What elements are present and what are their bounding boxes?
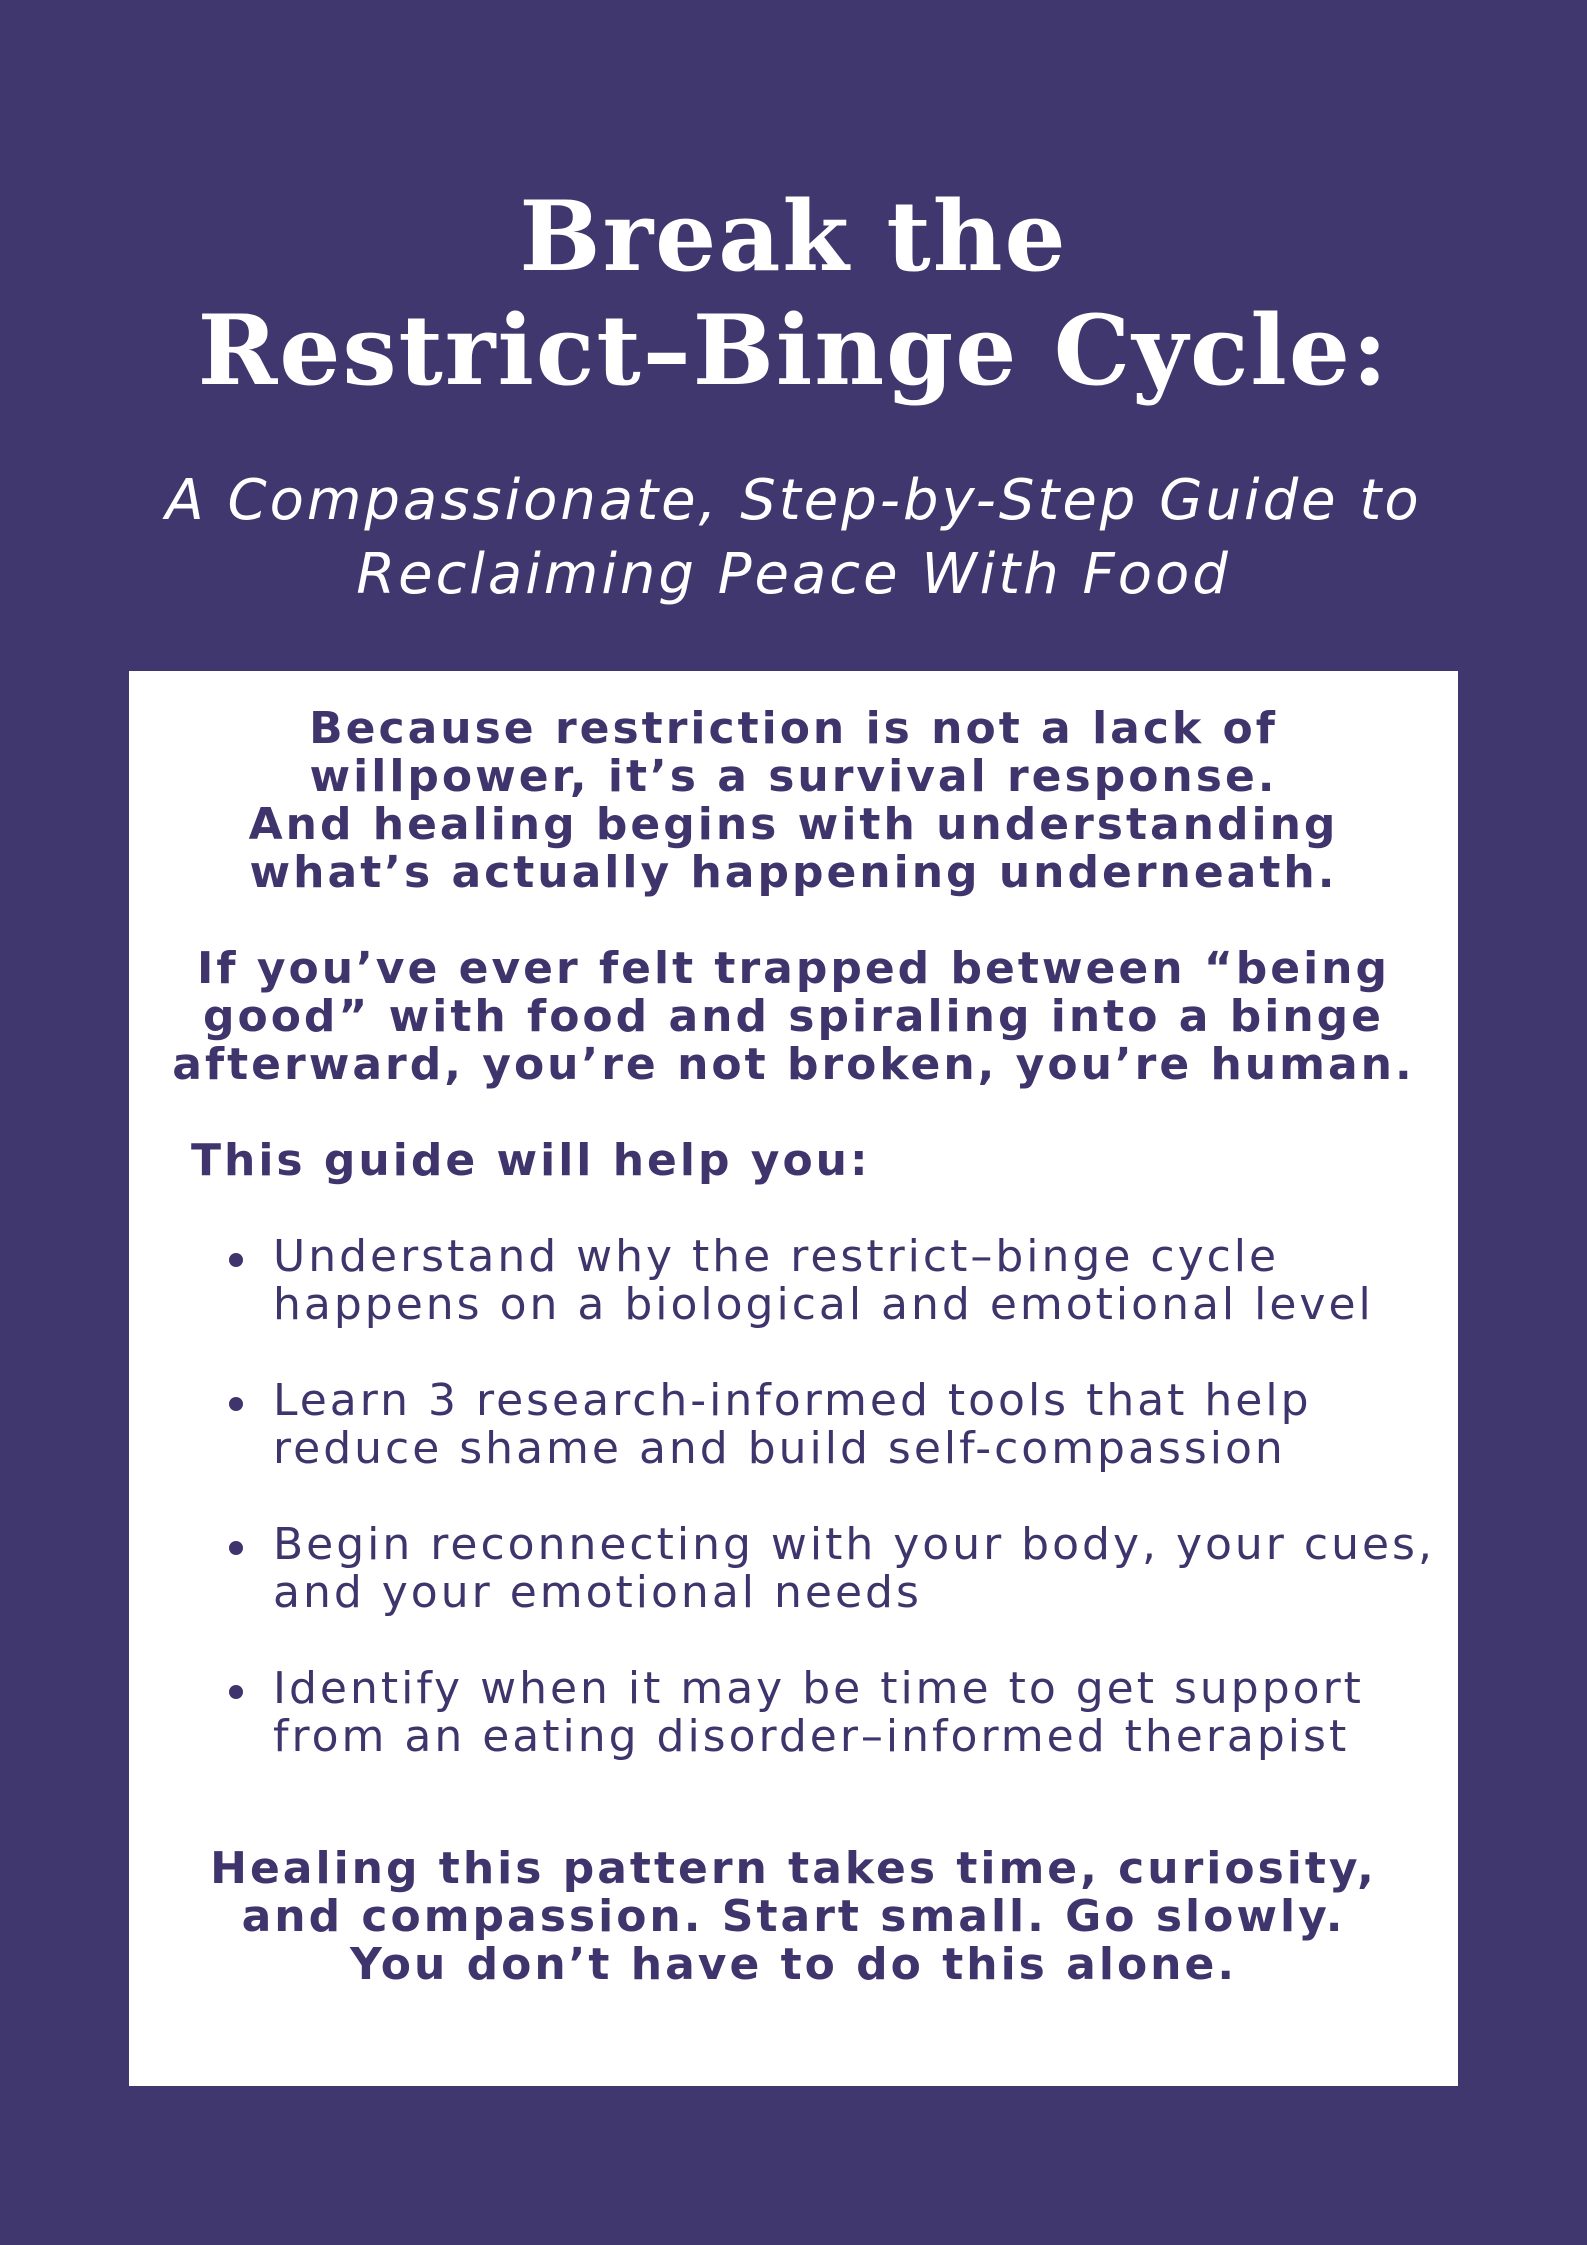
intro-paragraph xyxy=(129,705,1458,897)
page-title xyxy=(0,180,1587,408)
content-card xyxy=(129,671,1458,2086)
bullet-icon xyxy=(229,1685,243,1699)
closing-line-3: You don’t have to do this alone. xyxy=(349,1939,1238,1990)
closing-paragraph xyxy=(129,1845,1458,1989)
title-line-1: Break the xyxy=(519,180,1068,293)
empathy-line-1: If you’ve ever felt trapped between “being xyxy=(197,943,1390,994)
list-item xyxy=(229,1665,1439,1761)
closing-line-2: and compassion. Start small. Go slowly. xyxy=(241,1891,1346,1942)
page-subtitle xyxy=(0,464,1587,612)
list-item-text: Begin reconnecting with your body, your cues, and your emotional needs xyxy=(273,1519,1435,1618)
list-item xyxy=(229,1377,1439,1473)
subtitle-line-1: A Compassionate, Step-by-Step Guide to xyxy=(165,468,1422,533)
intro-line-4: what’s actually happening underneath. xyxy=(249,847,1338,898)
bullet-icon xyxy=(229,1541,243,1555)
intro-line-3: And healing begins with understanding xyxy=(248,799,1339,850)
empathy-line-2: good” with food and spiraling into a binge xyxy=(202,991,1385,1042)
list-item-text: Identify when it may be time to get support from an eating disorder–informed therapist xyxy=(273,1663,1364,1762)
bullet-icon xyxy=(229,1253,243,1267)
intro-line-1: Because restriction is not a lack of xyxy=(309,703,1278,754)
subtitle-line-2: Reclaiming Peace With Food xyxy=(356,542,1231,607)
empathy-line-3: afterward, you’re not broken, you’re human. xyxy=(172,1039,1415,1090)
title-line-2: Restrict–Binge Cycle: xyxy=(197,294,1390,407)
closing-line-1: Healing this pattern takes time, curiosity, xyxy=(210,1843,1377,1894)
list-item xyxy=(229,1233,1439,1329)
list-item-text: Learn 3 research-informed tools that help reduce shame and build self-compassion xyxy=(273,1375,1312,1474)
list-item xyxy=(229,1521,1439,1617)
intro-line-2: willpower, it’s a survival response. xyxy=(309,751,1278,802)
list-item-text: Understand why the restrict–binge cycle happens on a biological and emotional level xyxy=(273,1231,1374,1330)
empathy-paragraph xyxy=(129,945,1458,1089)
bullet-icon xyxy=(229,1397,243,1411)
list-heading: This guide will help you: xyxy=(191,1135,871,1186)
benefits-list xyxy=(229,1233,1439,1809)
